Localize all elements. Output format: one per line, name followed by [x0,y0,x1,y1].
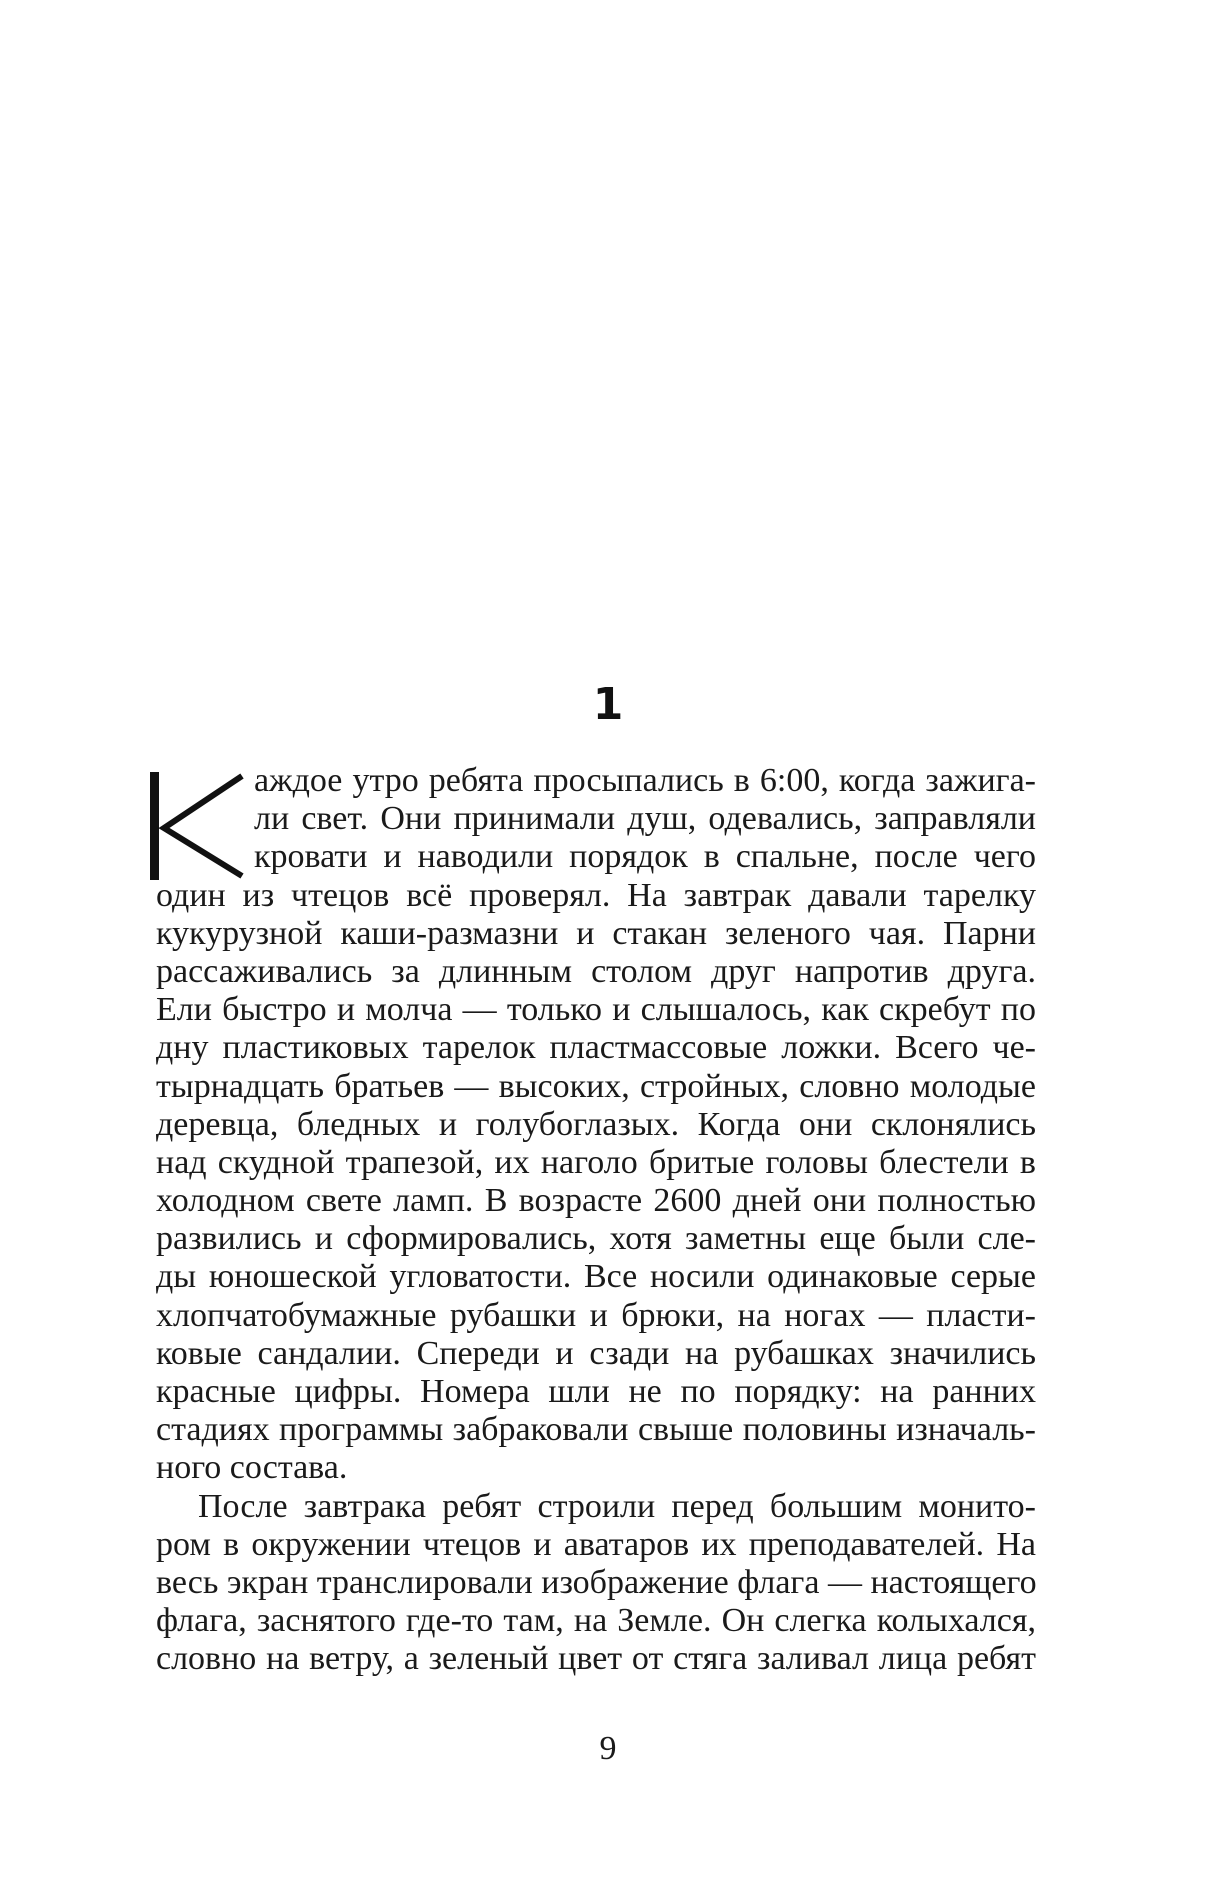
text-line: стадиях программы забраковали свыше половины изначаль- [156,1411,1036,1449]
text-line: весь экран транслировали изображение флага — настоящего [156,1563,1037,1601]
text-line: После завтрака ребят строили перед большим монито- [198,1487,1036,1525]
paragraph-1 [156,762,1036,1488]
paragraph-2 [156,1488,1036,1679]
body-text [156,762,1036,1679]
text-line: деревца, бледных и голубоглазых. Когда они склонялись [156,1105,1036,1143]
text-line: хлопчатобумажные рубашки и брюки, на ногах — пласти- [156,1296,1036,1334]
text-line: рассаживались за длинным столом друг напротив друга. [156,952,1036,990]
text-line: красные цифры. Номера шли не по порядку: на ранних [156,1373,1036,1410]
text-line: кукурузной каши-размазни и стакан зеленого чая. Парни [156,914,1036,952]
text-line: словно на ветру, а зеленый цвет от стяга заливал лица ребят [156,1640,1036,1678]
text-line: холодном свете ламп. В возрасте 2600 дней они полностью [156,1182,1036,1220]
text-line: над скудной трапезой, их наголо бритые головы блестели в [156,1143,1036,1181]
chapter-number: 1 [592,679,624,730]
text-line: ром в окружении чтецов и аватаров их преподавателей. На [156,1525,1036,1563]
text-line: тырнадцать братьев — высоких, стройных, словно молодые [156,1067,1036,1105]
text-line: один из чтецов всё проверял. На завтрак давали тарелку [156,876,1036,914]
text-line: ли свет. Они принимали душ, одевались, заправляли [254,800,1036,838]
text-line: ковые сандалии. Спереди и сзади на рубашках значились [156,1334,1036,1372]
text-line: ды юношеской угловатости. Все носили одинаковые серые [156,1258,1036,1296]
text-line: аждое утро ребята просыпались в 6:00, когда зажига- [254,762,1036,799]
text-line: кровати и наводили порядок в спальне, после чего [254,838,1036,876]
text-line: Ели быстро и молча — только и слышалось, как скребут по [156,991,1036,1029]
page-number: 9 [599,1730,617,1767]
text-line: ного состава. [156,1449,348,1487]
text-line: флага, заснятого где-то там, на Земле. Он слегка колыхался, [156,1602,1036,1640]
text-line: дну пластиковых тарелок пластмассовые ложки. Всего че- [156,1029,1036,1067]
text-line: развились и сформировались, хотя заметны еще были сле- [156,1220,1036,1258]
